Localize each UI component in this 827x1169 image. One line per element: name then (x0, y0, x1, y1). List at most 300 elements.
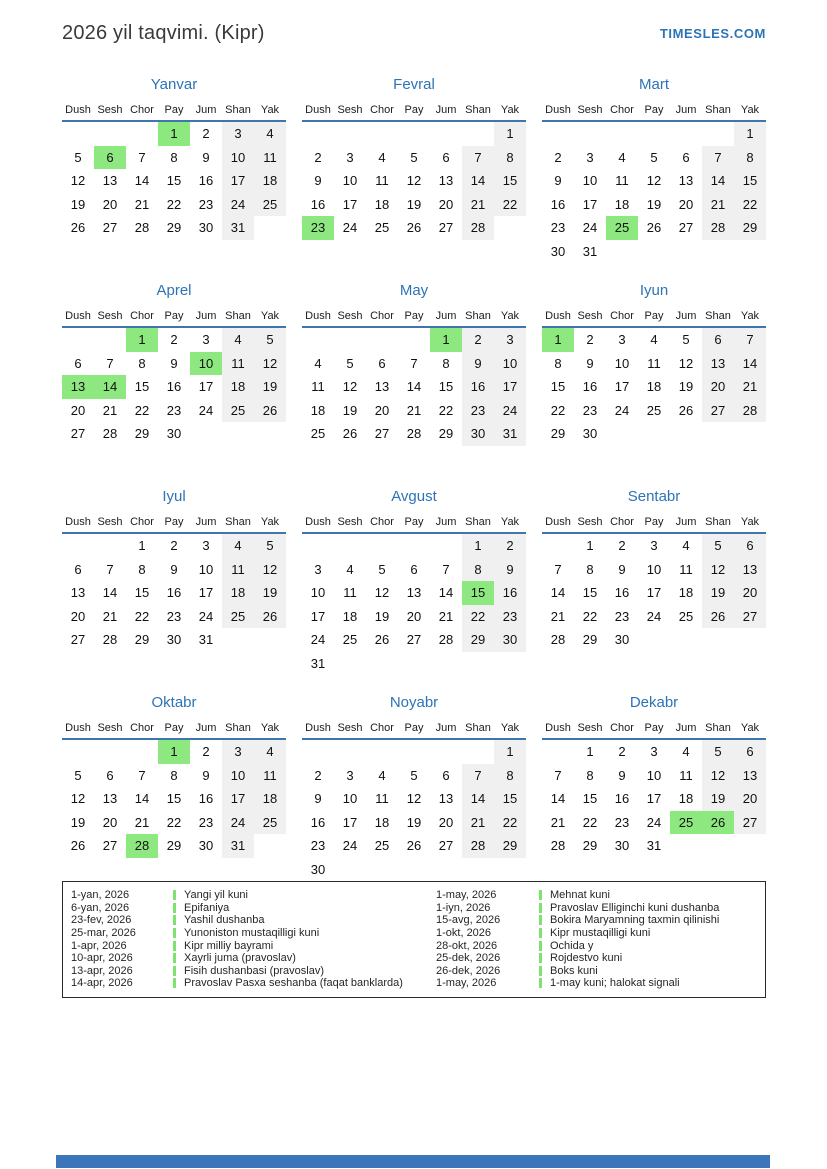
day-cell: 4 (682, 744, 690, 759)
day-cell: 20 (406, 608, 422, 624)
day-cell: 26 (70, 838, 86, 853)
day-cell: 17 (342, 196, 358, 212)
day-cell: 30 (198, 220, 214, 235)
holiday-marker-icon (539, 915, 542, 925)
weekday-label: Shan (225, 104, 251, 116)
calendar-grid (62, 76, 766, 881)
day-cell: 20 (678, 196, 694, 212)
empty-cell (574, 122, 606, 146)
day-cell: 31 (310, 655, 326, 671)
day-cell: 3 (650, 744, 658, 759)
day-cell: 24 (198, 608, 214, 624)
day-cell: 31 (222, 834, 254, 858)
day-cell: 21 (550, 608, 566, 624)
day-cell: 21 (102, 608, 118, 624)
weekday-label: Chor (610, 516, 634, 528)
day-cell: 29 (582, 838, 598, 853)
day-cell: 1 (430, 328, 462, 352)
holiday-date: 28-okt, 2026 (436, 939, 498, 952)
day-cell: 6 (74, 561, 82, 577)
month-title: Noyabr (389, 694, 439, 711)
day-cell: 28 (550, 632, 566, 647)
day-cell: 30 (494, 628, 526, 652)
weekday-label: Pay (164, 516, 184, 528)
day-cell: 25 (222, 605, 254, 629)
month-fevral (302, 76, 526, 263)
day-cell: 21 (550, 814, 566, 830)
day-cell: 23 (198, 814, 214, 830)
day-cell: 11 (375, 173, 389, 188)
weekday-label: Chor (130, 310, 154, 322)
day-cell: 9 (494, 558, 526, 582)
holiday-name (173, 940, 436, 952)
empty-cell (62, 328, 94, 352)
day-cell: 16 (166, 585, 182, 600)
day-cell: 12 (678, 355, 694, 371)
day-cell: 8 (170, 149, 178, 165)
day-cell: 6 (442, 149, 450, 165)
day-cell: 29 (462, 628, 494, 652)
days-grid (542, 534, 766, 652)
day-cell: 28 (550, 838, 566, 853)
day-cell: 23 (550, 220, 566, 235)
day-cell: 24 (222, 193, 254, 217)
empty-cell (542, 740, 574, 764)
day-cell: 23 (166, 608, 182, 624)
empty-cell (126, 122, 158, 146)
month-noyabr (302, 694, 526, 881)
holiday-marker-icon (173, 928, 176, 938)
day-cell: 1 (734, 122, 766, 146)
weekday-label: Chor (610, 310, 634, 322)
empty-cell (606, 122, 638, 146)
day-cell: 30 (614, 632, 630, 647)
day-cell: 18 (310, 402, 326, 418)
empty-cell (94, 534, 126, 558)
weekday-label: Yak (260, 104, 280, 116)
day-cell: 24 (494, 399, 526, 423)
weekday-label: Yak (500, 722, 520, 734)
day-cell: 3 (346, 767, 354, 783)
day-cell: 19 (702, 787, 734, 811)
day-cell: 21 (702, 193, 734, 217)
day-cell: 16 (462, 375, 494, 399)
month-may (302, 282, 526, 469)
day-cell: 22 (438, 402, 454, 418)
day-cell: 28 (734, 399, 766, 423)
day-cell: 10 (222, 764, 254, 788)
day-cell: 13 (62, 375, 94, 399)
day-cell: 2 (170, 332, 178, 347)
month-aprel (62, 282, 286, 469)
empty-cell (638, 122, 670, 146)
weekday-header (542, 512, 766, 534)
day-cell: 13 (374, 379, 390, 394)
weekday-label: Sesh (97, 722, 123, 734)
holiday-marker-icon (173, 941, 176, 951)
calendar-page (62, 20, 766, 998)
day-cell: 24 (614, 402, 630, 418)
weekday-label: Chor (610, 104, 634, 116)
holiday-marker-icon (173, 903, 176, 913)
day-cell: 14 (550, 791, 566, 806)
holiday-name-text: Boks kuni (550, 964, 598, 977)
holiday-name (539, 902, 761, 914)
day-cell: 21 (134, 196, 150, 212)
weekday-label: Jum (435, 722, 457, 734)
day-cell: 27 (406, 632, 422, 647)
holiday-name-text: Pravoslav Pasxa seshanba (faqat banklarda) (184, 977, 403, 990)
day-cell: 23 (614, 608, 630, 624)
day-cell: 20 (102, 814, 118, 830)
day-cell: 4 (378, 149, 386, 165)
holiday-date: 1-okt, 2026 (436, 927, 492, 940)
day-cell: 17 (222, 169, 254, 193)
day-cell: 7 (442, 561, 450, 577)
month-title: Aprel (156, 282, 192, 299)
day-cell: 10 (494, 352, 526, 376)
day-cell: 20 (102, 196, 118, 212)
weekday-label: Dush (65, 516, 91, 528)
day-cell: 16 (310, 196, 326, 212)
day-cell: 24 (342, 838, 358, 853)
month-iyun (542, 282, 766, 469)
day-cell: 25 (310, 426, 326, 441)
weekday-label: Yak (740, 310, 760, 322)
empty-cell (334, 740, 366, 764)
weekday-label: Dush (545, 310, 571, 322)
day-cell: 5 (702, 534, 734, 558)
day-cell: 4 (682, 538, 690, 553)
day-cell: 1 (126, 328, 158, 352)
weekday-label: Pay (164, 310, 184, 322)
month-oktabr (62, 694, 286, 881)
weekday-label: Chor (370, 722, 394, 734)
day-cell: 22 (494, 193, 526, 217)
day-cell: 26 (702, 605, 734, 629)
day-cell: 5 (74, 149, 82, 165)
day-cell: 12 (702, 764, 734, 788)
weekday-label: Shan (225, 310, 251, 322)
day-cell: 13 (102, 791, 118, 806)
day-cell: 5 (254, 534, 286, 558)
weekday-label: Yak (500, 104, 520, 116)
day-cell: 21 (438, 608, 454, 624)
page-title: 2026 yil taqvimi. (Kipr) (62, 22, 265, 44)
day-cell: 14 (94, 375, 126, 399)
weekday-label: Shan (465, 104, 491, 116)
month-sentabr (542, 488, 766, 675)
day-cell: 6 (94, 146, 126, 170)
day-cell: 28 (126, 834, 158, 858)
day-cell: 1 (542, 328, 574, 352)
day-cell: 16 (198, 791, 214, 806)
day-cell: 9 (314, 791, 322, 806)
day-cell: 11 (615, 173, 629, 188)
day-cell: 26 (342, 426, 358, 441)
weekday-label: Dush (305, 722, 331, 734)
day-cell: 23 (166, 402, 182, 418)
empty-cell (302, 328, 334, 352)
day-cell: 19 (70, 196, 86, 212)
weekday-label: Pay (164, 104, 184, 116)
day-cell: 19 (70, 814, 86, 830)
day-cell: 10 (342, 173, 358, 188)
holiday-name (539, 889, 761, 901)
empty-cell (62, 740, 94, 764)
weekday-label: Yak (260, 722, 280, 734)
day-cell: 11 (311, 379, 325, 394)
holiday-name-text: Pravoslav Elliginchi kuni dushanba (550, 901, 720, 914)
weekday-label: Sesh (97, 310, 123, 322)
holiday-name-text: Rojdestvo kuni (550, 952, 623, 965)
weekday-label: Dush (305, 104, 331, 116)
weekday-label: Pay (404, 310, 424, 322)
month-title: Avgust (391, 488, 437, 505)
day-cell: 13 (438, 173, 454, 188)
day-cell: 15 (582, 791, 598, 806)
empty-cell (302, 740, 334, 764)
weekday-header (542, 718, 766, 740)
weekday-header (542, 100, 766, 122)
weekday-label: Shan (465, 516, 491, 528)
day-cell: 16 (550, 196, 566, 212)
day-cell: 14 (550, 585, 566, 600)
day-cell: 4 (222, 328, 254, 352)
weekday-label: Pay (404, 516, 424, 528)
holiday-date: 1-may, 2026 (436, 889, 497, 902)
day-cell: 12 (342, 379, 358, 394)
day-cell: 6 (442, 767, 450, 783)
day-cell: 26 (702, 811, 734, 835)
empty-cell (398, 534, 430, 558)
day-cell: 10 (582, 173, 598, 188)
day-cell: 15 (462, 581, 494, 605)
day-cell: 5 (650, 149, 658, 165)
empty-cell (334, 534, 366, 558)
day-cell: 25 (670, 811, 702, 835)
day-cell: 26 (678, 402, 694, 418)
day-cell: 5 (346, 355, 354, 371)
day-cell: 22 (166, 196, 182, 212)
day-cell: 28 (462, 216, 494, 240)
day-cell: 7 (554, 561, 562, 577)
day-cell: 4 (254, 740, 286, 764)
day-cell: 12 (254, 558, 286, 582)
day-cell: 9 (170, 561, 178, 577)
day-cell: 28 (438, 632, 454, 647)
day-cell: 1 (494, 122, 526, 146)
day-cell: 12 (374, 585, 390, 600)
site-link[interactable]: TIMESLES.COM (659, 26, 766, 41)
weekday-label: Jum (435, 310, 457, 322)
days-grid (62, 122, 286, 240)
day-cell: 14 (734, 352, 766, 376)
day-cell: 3 (618, 332, 626, 347)
day-cell: 29 (134, 426, 150, 441)
day-cell: 30 (310, 861, 326, 877)
day-cell: 17 (646, 791, 662, 806)
weekday-header (62, 306, 286, 328)
days-grid (542, 328, 766, 446)
day-cell: 19 (646, 196, 662, 212)
weekday-label: Shan (705, 104, 731, 116)
weekday-label: Dush (545, 516, 571, 528)
day-cell: 19 (678, 379, 694, 394)
day-cell: 14 (134, 173, 150, 188)
day-cell: 9 (202, 149, 210, 165)
day-cell: 25 (374, 838, 390, 853)
day-cell: 17 (310, 608, 326, 624)
holiday-name (173, 965, 436, 977)
holiday-date: 23-fev, 2026 (71, 914, 132, 927)
day-cell: 27 (70, 632, 86, 647)
day-cell: 29 (734, 216, 766, 240)
day-cell: 23 (310, 838, 326, 853)
day-cell: 16 (614, 585, 630, 600)
month-title: Iyul (162, 488, 186, 505)
holiday-name (173, 902, 436, 914)
day-cell: 8 (586, 767, 594, 783)
day-cell: 3 (650, 538, 658, 553)
day-cell: 14 (102, 585, 118, 600)
day-cell: 16 (614, 791, 630, 806)
day-cell: 5 (378, 561, 386, 577)
day-cell: 7 (462, 146, 494, 170)
day-cell: 4 (222, 534, 254, 558)
day-cell: 19 (406, 196, 422, 212)
day-cell: 30 (166, 426, 182, 441)
month-avgust (302, 488, 526, 675)
day-cell: 13 (734, 558, 766, 582)
day-cell: 1 (586, 744, 594, 759)
day-cell: 14 (134, 791, 150, 806)
day-cell: 18 (222, 581, 254, 605)
day-cell: 19 (342, 402, 358, 418)
empty-cell (430, 122, 462, 146)
day-cell: 10 (646, 561, 662, 577)
weekday-label: Shan (465, 722, 491, 734)
day-cell: 14 (702, 169, 734, 193)
day-cell: 4 (378, 767, 386, 783)
weekday-label: Jum (435, 516, 457, 528)
day-cell: 23 (198, 196, 214, 212)
day-cell: 24 (310, 632, 326, 647)
weekday-label: Yak (740, 516, 760, 528)
day-cell: 11 (254, 146, 286, 170)
day-cell: 24 (342, 220, 358, 235)
day-cell: 27 (438, 838, 454, 853)
day-cell: 18 (342, 608, 358, 624)
day-cell: 3 (202, 538, 210, 553)
day-cell: 8 (494, 146, 526, 170)
day-cell: 14 (438, 585, 454, 600)
footer-bar (56, 1155, 770, 1168)
weekday-label: Yak (260, 310, 280, 322)
holiday-date: 6-yan, 2026 (71, 901, 130, 914)
day-cell: 5 (74, 767, 82, 783)
days-grid (302, 122, 526, 240)
holiday-name (539, 977, 761, 989)
day-cell: 2 (462, 328, 494, 352)
day-cell: 3 (202, 332, 210, 347)
weekday-label: Dush (65, 310, 91, 322)
day-cell: 11 (222, 352, 254, 376)
day-cell: 8 (734, 146, 766, 170)
month-title: Yanvar (150, 76, 198, 93)
weekday-label: Sesh (337, 722, 363, 734)
holidays-legend-grid (71, 889, 761, 990)
holiday-date: 1-may, 2026 (436, 977, 497, 990)
empty-cell (398, 740, 430, 764)
day-cell: 17 (646, 585, 662, 600)
day-cell: 30 (550, 243, 566, 259)
weekday-label: Chor (130, 104, 154, 116)
day-cell: 30 (198, 838, 214, 853)
day-cell: 19 (254, 375, 286, 399)
day-cell: 8 (138, 561, 146, 577)
day-cell: 12 (646, 173, 662, 188)
day-cell: 4 (618, 149, 626, 165)
weekday-label: Dush (65, 104, 91, 116)
day-cell: 2 (554, 149, 562, 165)
empty-cell (430, 534, 462, 558)
weekday-label: Sesh (577, 722, 603, 734)
day-cell: 25 (342, 632, 358, 647)
day-cell: 5 (702, 740, 734, 764)
empty-cell (398, 122, 430, 146)
holiday-name (539, 927, 761, 939)
day-cell: 24 (582, 220, 598, 235)
day-cell: 30 (166, 632, 182, 647)
month-dekabr (542, 694, 766, 881)
day-cell: 17 (222, 787, 254, 811)
day-cell: 28 (102, 632, 118, 647)
day-cell: 1 (158, 122, 190, 146)
weekday-label: Sesh (577, 310, 603, 322)
day-cell: 25 (678, 608, 694, 624)
day-cell: 31 (198, 632, 214, 647)
days-grid (62, 328, 286, 446)
weekday-label: Jum (675, 516, 697, 528)
day-cell: 28 (102, 426, 118, 441)
day-cell: 2 (170, 538, 178, 553)
weekday-label: Sesh (337, 104, 363, 116)
day-cell: 15 (734, 169, 766, 193)
holiday-name-text: Kipr mustaqilligi kuni (550, 927, 651, 940)
day-cell: 22 (734, 193, 766, 217)
month-iyul (62, 488, 286, 675)
day-cell: 10 (190, 352, 222, 376)
day-cell: 13 (702, 352, 734, 376)
day-cell: 31 (494, 422, 526, 446)
month-title: May (399, 282, 429, 299)
day-cell: 5 (254, 328, 286, 352)
day-cell: 17 (198, 379, 214, 394)
weekday-label: Pay (644, 722, 664, 734)
day-cell: 9 (618, 561, 626, 577)
empty-cell (126, 740, 158, 764)
day-cell: 1 (138, 538, 146, 553)
weekday-label: Pay (404, 104, 424, 116)
day-cell: 3 (586, 149, 594, 165)
day-cell: 9 (554, 173, 562, 188)
day-cell: 6 (682, 149, 690, 165)
weekday-label: Yak (740, 722, 760, 734)
weekday-label: Shan (225, 516, 251, 528)
holiday-name-text: Mehnat kuni (550, 889, 610, 902)
day-cell: 30 (614, 838, 630, 853)
